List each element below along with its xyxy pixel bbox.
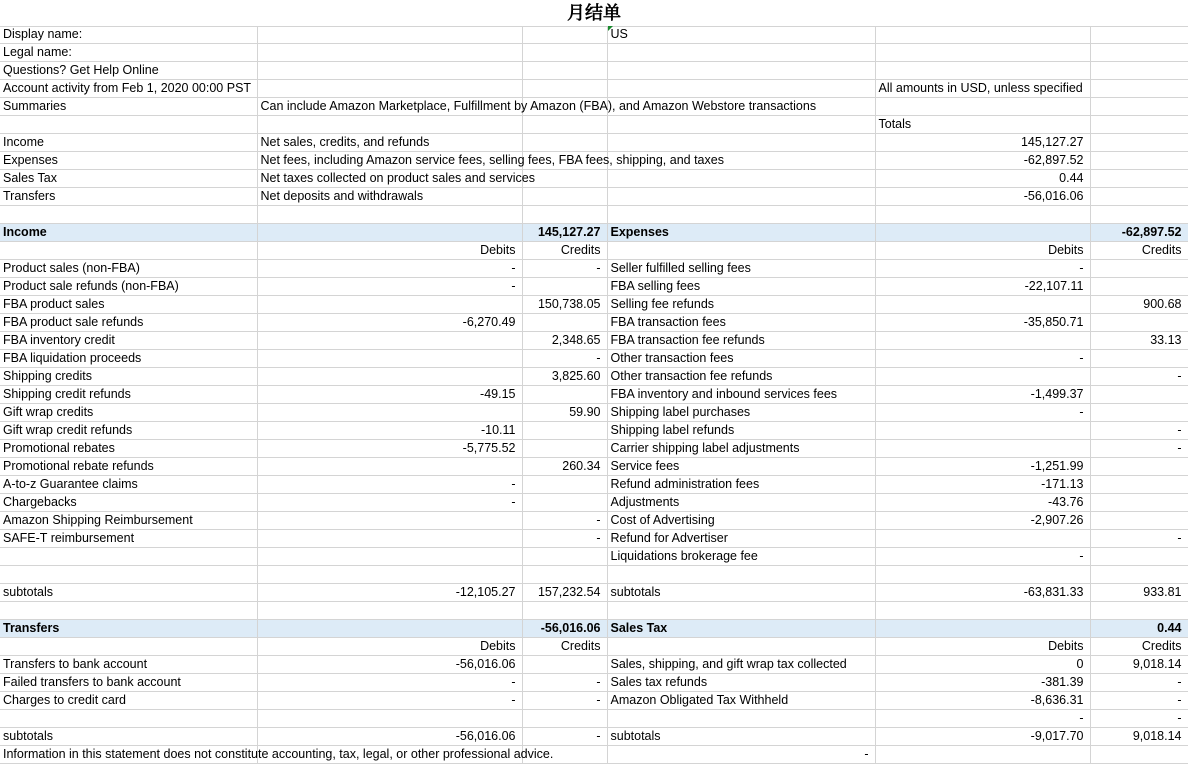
line-item-label[interactable]: FBA inventory and inbound services fees xyxy=(607,386,875,404)
line-item-credit[interactable]: 2,348.65 xyxy=(522,332,607,350)
subtotals-label[interactable]: subtotals xyxy=(607,584,875,602)
cell[interactable] xyxy=(607,638,875,656)
line-item-label[interactable]: Sales tax refunds xyxy=(607,674,875,692)
line-item-debit[interactable]: -49.15 xyxy=(257,386,522,404)
line-item-row xyxy=(0,656,1188,674)
cell[interactable] xyxy=(0,638,257,656)
line-item-row xyxy=(0,440,1188,458)
line-item-debit[interactable]: -43.76 xyxy=(875,494,1090,512)
line-item-credit[interactable] xyxy=(522,422,607,440)
line-item-row xyxy=(0,476,1188,494)
summaries-label[interactable]: Summaries xyxy=(0,98,257,116)
line-item-label[interactable]: FBA transaction fee refunds xyxy=(607,332,875,350)
line-item-row xyxy=(0,314,1188,332)
line-item-credit[interactable]: - xyxy=(522,260,607,278)
summary-row xyxy=(0,188,1188,206)
cell[interactable] xyxy=(1090,746,1188,764)
line-item-credit[interactable]: 900.68 xyxy=(1090,296,1188,314)
line-item-row xyxy=(0,350,1188,368)
line-item-credit[interactable] xyxy=(1090,260,1188,278)
line-item-credit[interactable] xyxy=(522,440,607,458)
line-item-row xyxy=(0,548,1188,566)
cell[interactable] xyxy=(257,602,522,620)
cell[interactable] xyxy=(1090,152,1188,170)
subtotals-label[interactable]: subtotals xyxy=(607,728,875,746)
expenses-subtotal-debit[interactable]: -63,831.33 xyxy=(875,584,1090,602)
line-item-credit[interactable] xyxy=(1090,278,1188,296)
cell[interactable] xyxy=(875,746,1090,764)
cell[interactable] xyxy=(875,62,1090,80)
line-item-credit[interactable] xyxy=(1090,314,1188,332)
line-item-debit[interactable]: - xyxy=(875,260,1090,278)
line-item-label[interactable]: Shipping credits xyxy=(0,368,257,386)
sales-tax-subtotal-credit[interactable]: 9,018.14 xyxy=(1090,728,1188,746)
cell[interactable] xyxy=(0,602,257,620)
cell[interactable] xyxy=(607,44,875,62)
cell[interactable] xyxy=(1090,26,1188,44)
line-item-row xyxy=(0,692,1188,710)
cell[interactable] xyxy=(0,116,257,134)
credits-header[interactable]: Credits xyxy=(1090,638,1188,656)
line-item-row xyxy=(0,710,1188,728)
cell[interactable] xyxy=(257,224,522,242)
cell[interactable] xyxy=(875,620,1090,638)
line-item-debit[interactable]: - xyxy=(875,548,1090,566)
line-item-debit[interactable]: - xyxy=(875,710,1090,728)
line-item-credit[interactable]: 260.34 xyxy=(522,458,607,476)
line-item-label[interactable]: Failed transfers to bank account xyxy=(0,674,257,692)
credits-header[interactable]: Credits xyxy=(522,638,607,656)
cell[interactable] xyxy=(1090,602,1188,620)
expenses-subtotal-credit[interactable]: 933.81 xyxy=(1090,584,1188,602)
line-item-credit[interactable]: - xyxy=(1090,692,1188,710)
line-item-credit[interactable] xyxy=(522,314,607,332)
line-item-credit[interactable]: 33.13 xyxy=(1090,332,1188,350)
income-total[interactable]: 145,127.27 xyxy=(522,224,607,242)
cell[interactable] xyxy=(1090,98,1188,116)
cell[interactable] xyxy=(257,566,522,584)
cell[interactable] xyxy=(607,206,875,224)
line-item-credit[interactable] xyxy=(522,386,607,404)
debits-header[interactable]: Debits xyxy=(257,638,522,656)
line-item-label[interactable]: Promotional rebates xyxy=(0,440,257,458)
cell[interactable] xyxy=(875,566,1090,584)
line-item-credit[interactable] xyxy=(522,476,607,494)
cell[interactable] xyxy=(522,710,607,728)
line-item-label[interactable]: Transfers to bank account xyxy=(0,656,257,674)
line-item-debit[interactable] xyxy=(257,458,522,476)
display-name-label[interactable]: Display name: xyxy=(0,26,257,44)
cell[interactable] xyxy=(1090,206,1188,224)
line-item-credit[interactable]: 9,018.14 xyxy=(1090,656,1188,674)
line-item-debit[interactable] xyxy=(257,296,522,314)
line-item-debit[interactable]: -6,270.49 xyxy=(257,314,522,332)
line-item-label[interactable]: Sales, shipping, and gift wrap tax collected xyxy=(607,656,875,674)
income-title[interactable]: Income xyxy=(0,224,257,242)
line-item-debit[interactable] xyxy=(875,368,1090,386)
line-item-credit[interactable]: 59.90 xyxy=(522,404,607,422)
income-subtotal-debit[interactable]: -12,105.27 xyxy=(257,584,522,602)
line-item-debit[interactable] xyxy=(257,512,522,530)
line-item-label[interactable]: FBA product sales xyxy=(0,296,257,314)
cell[interactable] xyxy=(522,188,607,206)
line-item-debit[interactable] xyxy=(257,530,522,548)
line-item-debit[interactable]: -381.39 xyxy=(875,674,1090,692)
transfers-subtotal-credit[interactable]: - xyxy=(522,728,607,746)
line-item-debit[interactable]: -56,016.06 xyxy=(257,656,522,674)
section-header-row xyxy=(0,224,1188,242)
spacer-row xyxy=(0,566,1188,584)
marketplace-value[interactable]: US xyxy=(607,26,875,44)
line-item-row xyxy=(0,260,1188,278)
cell[interactable] xyxy=(1090,134,1188,152)
summaries-row xyxy=(0,98,1188,116)
cell[interactable] xyxy=(522,134,607,152)
cell[interactable] xyxy=(0,710,257,728)
sales_tax-total[interactable]: 0.44 xyxy=(1090,620,1188,638)
cell[interactable] xyxy=(607,170,875,188)
header-row xyxy=(0,44,1188,62)
cell[interactable] xyxy=(0,566,257,584)
line-item-debit[interactable]: - xyxy=(875,350,1090,368)
summary-total[interactable]: -62,897.52 xyxy=(875,152,1090,170)
cell[interactable] xyxy=(607,602,875,620)
cell[interactable] xyxy=(1090,566,1188,584)
cell[interactable] xyxy=(607,116,875,134)
cell[interactable] xyxy=(607,188,875,206)
line-item-credit[interactable] xyxy=(1090,494,1188,512)
line-item-credit[interactable] xyxy=(1090,350,1188,368)
header-row xyxy=(0,26,1188,44)
cell[interactable] xyxy=(0,548,257,566)
line-item-row xyxy=(0,386,1188,404)
column-header-row xyxy=(0,242,1188,260)
line-item-credit[interactable]: - xyxy=(1090,368,1188,386)
line-item-row xyxy=(0,530,1188,548)
summary-description[interactable]: Net deposits and withdrawals xyxy=(257,188,522,206)
line-item-label[interactable] xyxy=(607,710,875,728)
transfers-title[interactable]: Transfers xyxy=(0,620,257,638)
debits-header[interactable]: Debits xyxy=(875,638,1090,656)
summary-total[interactable]: 145,127.27 xyxy=(875,134,1090,152)
subtotal-row xyxy=(0,584,1188,602)
line-item-label[interactable]: Shipping label purchases xyxy=(607,404,875,422)
cell[interactable] xyxy=(522,116,607,134)
line-item-credit[interactable]: - xyxy=(522,530,607,548)
cell[interactable] xyxy=(1090,170,1188,188)
amounts-note[interactable]: All amounts in USD, unless specified xyxy=(875,80,1090,98)
cell[interactable] xyxy=(522,26,607,44)
line-item-label[interactable]: SAFE-T reimbursement xyxy=(0,530,257,548)
line-item-debit[interactable]: - xyxy=(257,494,522,512)
line-item-credit[interactable]: - xyxy=(522,350,607,368)
line-item-row xyxy=(0,368,1188,386)
line-item-credit[interactable]: - xyxy=(1090,530,1188,548)
line-item-row xyxy=(0,458,1188,476)
line-item-label[interactable]: Gift wrap credits xyxy=(0,404,257,422)
cell[interactable] xyxy=(1090,62,1188,80)
line-item-label[interactable]: Product sale refunds (non-FBA) xyxy=(0,278,257,296)
credits-header[interactable]: Credits xyxy=(522,242,607,260)
summary-total[interactable]: 0.44 xyxy=(875,170,1090,188)
sales-tax-subtotal-debit[interactable]: -9,017.70 xyxy=(875,728,1090,746)
cell[interactable] xyxy=(257,62,522,80)
cell[interactable] xyxy=(257,548,522,566)
line-item-debit[interactable]: 0 xyxy=(875,656,1090,674)
line-item-label[interactable]: Other transaction fees xyxy=(607,350,875,368)
summary-row xyxy=(0,152,1188,170)
line-item-debit[interactable] xyxy=(875,332,1090,350)
legal-name-label[interactable]: Legal name: xyxy=(0,44,257,62)
summary-label[interactable]: Expenses xyxy=(0,152,257,170)
line-item-debit[interactable]: -35,850.71 xyxy=(875,314,1090,332)
line-item-credit[interactable]: - xyxy=(522,512,607,530)
line-item-label[interactable]: Product sales (non-FBA) xyxy=(0,260,257,278)
cell[interactable] xyxy=(607,566,875,584)
cell[interactable] xyxy=(1090,116,1188,134)
cell[interactable] xyxy=(1090,80,1188,98)
line-item-debit[interactable] xyxy=(257,332,522,350)
line-item-credit[interactable]: - xyxy=(1090,710,1188,728)
line-item-credit[interactable] xyxy=(522,278,607,296)
line-item-debit[interactable]: -22,107.11 xyxy=(875,278,1090,296)
line-item-label[interactable]: FBA liquidation proceeds xyxy=(0,350,257,368)
expenses-title[interactable]: Expenses xyxy=(607,224,875,242)
cell[interactable] xyxy=(607,80,875,98)
line-item-row xyxy=(0,512,1188,530)
income-subtotal-credit[interactable]: 157,232.54 xyxy=(522,584,607,602)
line-item-debit[interactable] xyxy=(257,368,522,386)
line-item-row xyxy=(0,296,1188,314)
line-item-debit[interactable] xyxy=(875,296,1090,314)
line-item-debit[interactable]: -8,636.31 xyxy=(875,692,1090,710)
line-item-debit[interactable]: -2,907.26 xyxy=(875,512,1090,530)
summary-row xyxy=(0,170,1188,188)
spacer-row xyxy=(0,602,1188,620)
cell[interactable] xyxy=(1090,188,1188,206)
line-item-credit[interactable]: 3,825.60 xyxy=(522,368,607,386)
line-item-label[interactable]: Liquidations brokerage fee xyxy=(607,548,875,566)
line-item-row xyxy=(0,278,1188,296)
line-item-credit[interactable]: - xyxy=(522,692,607,710)
cell[interactable] xyxy=(875,206,1090,224)
cell[interactable] xyxy=(257,206,522,224)
line-item-credit[interactable] xyxy=(1090,386,1188,404)
line-item-label[interactable]: Selling fee refunds xyxy=(607,296,875,314)
footer-dash[interactable]: - xyxy=(607,746,875,764)
activity-period[interactable]: Account activity from Feb 1, 2020 00:00 PST xyxy=(0,80,257,98)
cell[interactable] xyxy=(522,206,607,224)
line-item-debit[interactable] xyxy=(257,404,522,422)
cell[interactable] xyxy=(522,62,607,80)
totals-label[interactable]: Totals xyxy=(875,116,1090,134)
cell[interactable] xyxy=(522,566,607,584)
expenses-total[interactable]: -62,897.52 xyxy=(1090,224,1188,242)
cell[interactable] xyxy=(607,134,875,152)
line-item-row xyxy=(0,404,1188,422)
cell[interactable] xyxy=(257,44,522,62)
summary-description[interactable]: Net sales, credits, and refunds xyxy=(257,134,522,152)
summary-row xyxy=(0,134,1188,152)
line-item-label[interactable]: A-to-z Guarantee claims xyxy=(0,476,257,494)
cell[interactable] xyxy=(257,710,522,728)
line-item-debit[interactable]: -5,775.52 xyxy=(257,440,522,458)
credits-header[interactable]: Credits xyxy=(1090,242,1188,260)
cell[interactable] xyxy=(875,224,1090,242)
cell[interactable] xyxy=(875,26,1090,44)
line-item-label[interactable]: Shipping credit refunds xyxy=(0,386,257,404)
section-header-row xyxy=(0,620,1188,638)
cell[interactable] xyxy=(257,80,522,98)
sales_tax-title[interactable]: Sales Tax xyxy=(607,620,875,638)
line-item-row xyxy=(0,674,1188,692)
line-item-label[interactable]: FBA inventory credit xyxy=(0,332,257,350)
summaries-note[interactable]: Can include Amazon Marketplace, Fulfillment by Amazon (FBA), and Amazon Webstore transactions xyxy=(257,98,522,116)
transfers-subtotal-debit[interactable]: -56,016.06 xyxy=(257,728,522,746)
line-item-label[interactable]: Adjustments xyxy=(607,494,875,512)
line-item-credit[interactable] xyxy=(1090,404,1188,422)
cell[interactable] xyxy=(522,44,607,62)
spacer-row xyxy=(0,206,1188,224)
transfers-total[interactable]: -56,016.06 xyxy=(522,620,607,638)
line-item-label[interactable]: Refund for Advertiser xyxy=(607,530,875,548)
cell[interactable] xyxy=(607,242,875,260)
line-item-debit[interactable]: - xyxy=(875,404,1090,422)
subtotals-label[interactable]: subtotals xyxy=(0,728,257,746)
line-item-credit[interactable] xyxy=(1090,458,1188,476)
line-item-debit[interactable]: - xyxy=(257,674,522,692)
line-item-debit[interactable]: -1,499.37 xyxy=(875,386,1090,404)
line-item-debit[interactable]: -1,251.99 xyxy=(875,458,1090,476)
line-item-label[interactable]: FBA selling fees xyxy=(607,278,875,296)
cell[interactable] xyxy=(875,98,1090,116)
line-item-credit[interactable]: - xyxy=(1090,422,1188,440)
cell[interactable] xyxy=(607,62,875,80)
summary-label[interactable]: Sales Tax xyxy=(0,170,257,188)
line-item-label[interactable]: Carrier shipping label adjustments xyxy=(607,440,875,458)
line-item-row xyxy=(0,422,1188,440)
cell[interactable] xyxy=(257,116,522,134)
cell[interactable] xyxy=(1090,44,1188,62)
line-item-debit[interactable] xyxy=(875,440,1090,458)
totals-header-row xyxy=(0,116,1188,134)
line-item-row xyxy=(0,494,1188,512)
line-item-credit[interactable] xyxy=(1090,512,1188,530)
line-item-row xyxy=(0,332,1188,350)
line-item-debit[interactable]: -171.13 xyxy=(875,476,1090,494)
cell[interactable] xyxy=(522,80,607,98)
line-item-credit[interactable]: - xyxy=(1090,440,1188,458)
summary-description[interactable]: Net taxes collected on product sales and services xyxy=(257,170,522,188)
line-item-debit[interactable]: - xyxy=(257,278,522,296)
disclaimer[interactable]: Information in this statement does not constitute accounting, tax, legal, or other professional advice. xyxy=(0,746,257,764)
cell[interactable] xyxy=(257,26,522,44)
subtotals-label[interactable]: subtotals xyxy=(0,584,257,602)
cell[interactable] xyxy=(0,242,257,260)
debits-header[interactable]: Debits xyxy=(257,242,522,260)
line-item-label[interactable]: Amazon Obligated Tax Withheld xyxy=(607,692,875,710)
line-item-label[interactable]: Charges to credit card xyxy=(0,692,257,710)
debits-header[interactable]: Debits xyxy=(875,242,1090,260)
line-item-credit[interactable]: - xyxy=(522,674,607,692)
footer-row xyxy=(0,746,1188,764)
subtotal-row xyxy=(0,728,1188,746)
line-item-label[interactable]: Gift wrap credit refunds xyxy=(0,422,257,440)
line-item-debit[interactable] xyxy=(257,350,522,368)
line-item-credit[interactable]: 150,738.05 xyxy=(522,296,607,314)
cell[interactable] xyxy=(522,602,607,620)
cell[interactable] xyxy=(875,44,1090,62)
line-item-debit[interactable] xyxy=(875,530,1090,548)
line-item-credit[interactable]: - xyxy=(1090,674,1188,692)
line-item-debit[interactable] xyxy=(875,422,1090,440)
summary-total[interactable]: -56,016.06 xyxy=(875,188,1090,206)
header-row xyxy=(0,80,1188,98)
summary-description[interactable]: Net fees, including Amazon service fees, selling fees, FBA fees, shipping, and taxes xyxy=(257,152,522,170)
line-item-label[interactable]: Promotional rebate refunds xyxy=(0,458,257,476)
line-item-label[interactable]: Seller fulfilled selling fees xyxy=(607,260,875,278)
page-title: 月结单 xyxy=(0,0,1188,27)
line-item-debit[interactable]: - xyxy=(257,260,522,278)
line-item-credit[interactable] xyxy=(1090,548,1188,566)
line-item-label[interactable]: Cost of Advertising xyxy=(607,512,875,530)
cell[interactable] xyxy=(522,548,607,566)
summary-label[interactable]: Income xyxy=(0,134,257,152)
line-item-label[interactable]: Chargebacks xyxy=(0,494,257,512)
line-item-label[interactable]: Other transaction fee refunds xyxy=(607,368,875,386)
line-item-label[interactable]: Service fees xyxy=(607,458,875,476)
line-item-debit[interactable]: - xyxy=(257,692,522,710)
summary-label[interactable]: Transfers xyxy=(0,188,257,206)
line-item-label[interactable]: FBA transaction fees xyxy=(607,314,875,332)
line-item-label[interactable]: Amazon Shipping Reimbursement xyxy=(0,512,257,530)
line-item-label[interactable]: FBA product sale refunds xyxy=(0,314,257,332)
line-item-credit[interactable] xyxy=(522,494,607,512)
header-row xyxy=(0,62,1188,80)
line-item-credit[interactable] xyxy=(1090,476,1188,494)
line-item-label[interactable]: Refund administration fees xyxy=(607,476,875,494)
line-item-credit[interactable] xyxy=(522,656,607,674)
cell[interactable] xyxy=(257,620,522,638)
statement-grid xyxy=(0,26,1188,764)
column-header-row xyxy=(0,638,1188,656)
line-item-debit[interactable]: - xyxy=(257,476,522,494)
help-link[interactable]: Questions? Get Help Online xyxy=(0,62,257,80)
cell[interactable] xyxy=(875,602,1090,620)
line-item-debit[interactable]: -10.11 xyxy=(257,422,522,440)
cell[interactable] xyxy=(0,206,257,224)
line-item-label[interactable]: Shipping label refunds xyxy=(607,422,875,440)
